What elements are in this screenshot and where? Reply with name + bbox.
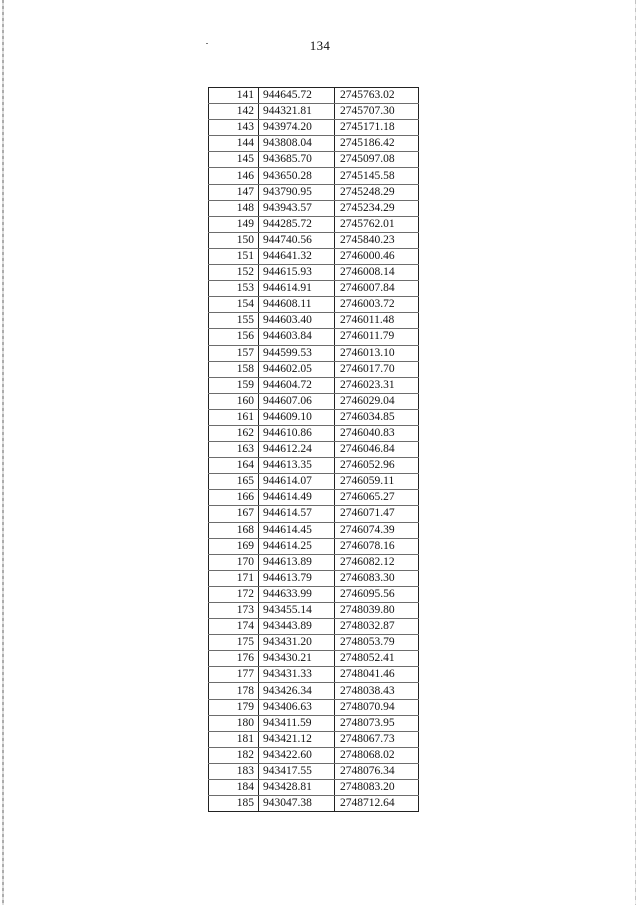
table-row bbox=[209, 168, 419, 184]
table-row bbox=[209, 554, 419, 570]
point-number-cell: 142 bbox=[209, 104, 259, 120]
table-row bbox=[209, 88, 419, 104]
table-row bbox=[209, 506, 419, 522]
y-coordinate-cell: 2748073.95 bbox=[335, 715, 419, 731]
point-number-cell: 175 bbox=[209, 635, 259, 651]
point-number-cell: 143 bbox=[209, 120, 259, 136]
x-coordinate-cell: 943685.70 bbox=[259, 152, 335, 168]
point-number-cell: 171 bbox=[209, 570, 259, 586]
x-coordinate-cell: 944321.81 bbox=[259, 104, 335, 120]
table-row bbox=[209, 120, 419, 136]
y-coordinate-cell: 2746082.12 bbox=[335, 554, 419, 570]
point-number-cell: 155 bbox=[209, 313, 259, 329]
x-coordinate-cell: 944614.57 bbox=[259, 506, 335, 522]
x-coordinate-cell: 944614.45 bbox=[259, 522, 335, 538]
x-coordinate-cell: 943650.28 bbox=[259, 168, 335, 184]
point-number-cell: 164 bbox=[209, 458, 259, 474]
y-coordinate-cell: 2746023.31 bbox=[335, 377, 419, 393]
y-coordinate-cell: 2745145.58 bbox=[335, 168, 419, 184]
page-number: 134 bbox=[309, 38, 331, 53]
y-coordinate-cell: 2745707.30 bbox=[335, 104, 419, 120]
y-coordinate-cell: 2746059.11 bbox=[335, 474, 419, 490]
y-coordinate-cell: 2746078.16 bbox=[335, 538, 419, 554]
point-number-cell: 183 bbox=[209, 763, 259, 779]
table-row bbox=[209, 586, 419, 602]
point-number-cell: 174 bbox=[209, 619, 259, 635]
y-coordinate-cell: 2745248.29 bbox=[335, 184, 419, 200]
point-number-cell: 162 bbox=[209, 425, 259, 441]
point-number-cell: 161 bbox=[209, 409, 259, 425]
table-row bbox=[209, 522, 419, 538]
y-coordinate-cell: 2746003.72 bbox=[335, 297, 419, 313]
table-row bbox=[209, 136, 419, 152]
y-coordinate-cell: 2746008.14 bbox=[335, 265, 419, 281]
point-number-cell: 177 bbox=[209, 667, 259, 683]
y-coordinate-cell: 2746052.96 bbox=[335, 458, 419, 474]
table-row bbox=[209, 490, 419, 506]
point-number-cell: 173 bbox=[209, 603, 259, 619]
point-number-cell: 163 bbox=[209, 442, 259, 458]
x-coordinate-cell: 944602.05 bbox=[259, 361, 335, 377]
table-row bbox=[209, 763, 419, 779]
x-coordinate-cell: 943428.81 bbox=[259, 780, 335, 796]
point-number-cell: 184 bbox=[209, 780, 259, 796]
y-coordinate-cell: 2746017.70 bbox=[335, 361, 419, 377]
x-coordinate-cell: 944610.86 bbox=[259, 425, 335, 441]
table-row bbox=[209, 570, 419, 586]
table-row bbox=[209, 409, 419, 425]
table-row bbox=[209, 200, 419, 216]
table-row bbox=[209, 216, 419, 232]
table-row bbox=[209, 265, 419, 281]
y-coordinate-cell: 2746046.84 bbox=[335, 442, 419, 458]
table-row bbox=[209, 699, 419, 715]
y-coordinate-cell: 2748038.43 bbox=[335, 683, 419, 699]
y-coordinate-cell: 2748067.73 bbox=[335, 731, 419, 747]
table-row bbox=[209, 731, 419, 747]
table-row bbox=[209, 297, 419, 313]
point-number-cell: 172 bbox=[209, 586, 259, 602]
table-row bbox=[209, 603, 419, 619]
point-number-cell: 179 bbox=[209, 699, 259, 715]
table-row bbox=[209, 232, 419, 248]
point-number-cell: 144 bbox=[209, 136, 259, 152]
x-coordinate-cell: 943455.14 bbox=[259, 603, 335, 619]
point-number-cell: 148 bbox=[209, 200, 259, 216]
point-number-cell: 181 bbox=[209, 731, 259, 747]
x-coordinate-cell: 943047.38 bbox=[259, 796, 335, 812]
point-number-cell: 153 bbox=[209, 281, 259, 297]
x-coordinate-cell: 943790.95 bbox=[259, 184, 335, 200]
table-row bbox=[209, 780, 419, 796]
point-number-cell: 145 bbox=[209, 152, 259, 168]
y-coordinate-cell: 2748068.02 bbox=[335, 747, 419, 763]
scan-edge-left bbox=[2, 0, 4, 905]
y-coordinate-cell: 2745762.01 bbox=[335, 216, 419, 232]
table-row bbox=[209, 281, 419, 297]
x-coordinate-cell: 943430.21 bbox=[259, 651, 335, 667]
y-coordinate-cell: 2745763.02 bbox=[335, 88, 419, 104]
point-number-cell: 169 bbox=[209, 538, 259, 554]
y-coordinate-cell: 2746034.85 bbox=[335, 409, 419, 425]
table-row bbox=[209, 747, 419, 763]
x-coordinate-cell: 943431.20 bbox=[259, 635, 335, 651]
point-number-cell: 159 bbox=[209, 377, 259, 393]
table-row bbox=[209, 184, 419, 200]
y-coordinate-cell: 2748039.80 bbox=[335, 603, 419, 619]
x-coordinate-cell: 944614.07 bbox=[259, 474, 335, 490]
point-number-cell: 152 bbox=[209, 265, 259, 281]
point-number-cell: 157 bbox=[209, 345, 259, 361]
x-coordinate-cell: 943417.55 bbox=[259, 763, 335, 779]
table-row bbox=[209, 313, 419, 329]
point-number-cell: 151 bbox=[209, 248, 259, 264]
table-row bbox=[209, 715, 419, 731]
x-coordinate-cell: 944613.89 bbox=[259, 554, 335, 570]
y-coordinate-cell: 2745186.42 bbox=[335, 136, 419, 152]
table-row bbox=[209, 667, 419, 683]
point-number-cell: 146 bbox=[209, 168, 259, 184]
table-row bbox=[209, 329, 419, 345]
y-coordinate-cell: 2746095.56 bbox=[335, 586, 419, 602]
y-coordinate-cell: 2746013.10 bbox=[335, 345, 419, 361]
y-coordinate-cell: 2746040.83 bbox=[335, 425, 419, 441]
point-number-cell: 156 bbox=[209, 329, 259, 345]
table-row bbox=[209, 393, 419, 409]
y-coordinate-cell: 2745097.08 bbox=[335, 152, 419, 168]
table-row bbox=[209, 538, 419, 554]
y-coordinate-cell: 2748032.87 bbox=[335, 619, 419, 635]
x-coordinate-cell: 944612.24 bbox=[259, 442, 335, 458]
coordinates-table-body bbox=[209, 88, 419, 812]
x-coordinate-cell: 944613.79 bbox=[259, 570, 335, 586]
x-coordinate-cell: 944599.53 bbox=[259, 345, 335, 361]
x-coordinate-cell: 944603.40 bbox=[259, 313, 335, 329]
x-coordinate-cell: 943808.04 bbox=[259, 136, 335, 152]
y-coordinate-cell: 2748041.46 bbox=[335, 667, 419, 683]
y-coordinate-cell: 2745840.23 bbox=[335, 232, 419, 248]
y-coordinate-cell: 2746007.84 bbox=[335, 281, 419, 297]
point-number-cell: 176 bbox=[209, 651, 259, 667]
scan-edge-right bbox=[635, 0, 636, 905]
point-number-cell: 160 bbox=[209, 393, 259, 409]
point-number-cell: 167 bbox=[209, 506, 259, 522]
x-coordinate-cell: 943431.33 bbox=[259, 667, 335, 683]
y-coordinate-cell: 2746065.27 bbox=[335, 490, 419, 506]
y-coordinate-cell: 2746011.48 bbox=[335, 313, 419, 329]
point-number-cell: 149 bbox=[209, 216, 259, 232]
table-row bbox=[209, 345, 419, 361]
table-row bbox=[209, 635, 419, 651]
table-row bbox=[209, 651, 419, 667]
x-coordinate-cell: 944614.91 bbox=[259, 281, 335, 297]
table-row bbox=[209, 425, 419, 441]
point-number-cell: 170 bbox=[209, 554, 259, 570]
x-coordinate-cell: 943411.59 bbox=[259, 715, 335, 731]
x-coordinate-cell: 944604.72 bbox=[259, 377, 335, 393]
table-row bbox=[209, 442, 419, 458]
x-coordinate-cell: 943426.34 bbox=[259, 683, 335, 699]
y-coordinate-cell: 2745171.18 bbox=[335, 120, 419, 136]
point-number-cell: 141 bbox=[209, 88, 259, 104]
y-coordinate-cell: 2748052.41 bbox=[335, 651, 419, 667]
table-row bbox=[209, 474, 419, 490]
x-coordinate-cell: 944603.84 bbox=[259, 329, 335, 345]
coordinates-table bbox=[208, 87, 419, 812]
y-coordinate-cell: 2746074.39 bbox=[335, 522, 419, 538]
point-number-cell: 150 bbox=[209, 232, 259, 248]
x-coordinate-cell: 943422.60 bbox=[259, 747, 335, 763]
table-row bbox=[209, 377, 419, 393]
y-coordinate-cell: 2746083.30 bbox=[335, 570, 419, 586]
x-coordinate-cell: 943406.63 bbox=[259, 699, 335, 715]
x-coordinate-cell: 944740.56 bbox=[259, 232, 335, 248]
point-number-cell: 158 bbox=[209, 361, 259, 377]
table-row bbox=[209, 458, 419, 474]
x-coordinate-cell: 944614.49 bbox=[259, 490, 335, 506]
table-row bbox=[209, 683, 419, 699]
point-number-cell: 178 bbox=[209, 683, 259, 699]
point-number-cell: 166 bbox=[209, 490, 259, 506]
point-number-cell: 168 bbox=[209, 522, 259, 538]
point-number-cell: 165 bbox=[209, 474, 259, 490]
x-coordinate-cell: 943943.57 bbox=[259, 200, 335, 216]
y-coordinate-cell: 2746011.79 bbox=[335, 329, 419, 345]
y-coordinate-cell: 2746000.46 bbox=[335, 248, 419, 264]
point-number-cell: 185 bbox=[209, 796, 259, 812]
x-coordinate-cell: 944609.10 bbox=[259, 409, 335, 425]
x-coordinate-cell: 944645.72 bbox=[259, 88, 335, 104]
y-coordinate-cell: 2746029.04 bbox=[335, 393, 419, 409]
table-row bbox=[209, 796, 419, 812]
y-coordinate-cell: 2748070.94 bbox=[335, 699, 419, 715]
point-number-cell: 182 bbox=[209, 747, 259, 763]
x-coordinate-cell: 944615.93 bbox=[259, 265, 335, 281]
table-row bbox=[209, 248, 419, 264]
table-row bbox=[209, 619, 419, 635]
x-coordinate-cell: 943443.89 bbox=[259, 619, 335, 635]
table-row bbox=[209, 361, 419, 377]
table-row bbox=[209, 104, 419, 120]
y-coordinate-cell: 2745234.29 bbox=[335, 200, 419, 216]
x-coordinate-cell: 944613.35 bbox=[259, 458, 335, 474]
x-coordinate-cell: 944285.72 bbox=[259, 216, 335, 232]
x-coordinate-cell: 944614.25 bbox=[259, 538, 335, 554]
point-number-cell: 154 bbox=[209, 297, 259, 313]
y-coordinate-cell: 2746071.47 bbox=[335, 506, 419, 522]
y-coordinate-cell: 2748053.79 bbox=[335, 635, 419, 651]
x-coordinate-cell: 943974.20 bbox=[259, 120, 335, 136]
point-number-cell: 180 bbox=[209, 715, 259, 731]
point-number-cell: 147 bbox=[209, 184, 259, 200]
x-coordinate-cell: 944607.06 bbox=[259, 393, 335, 409]
x-coordinate-cell: 943421.12 bbox=[259, 731, 335, 747]
y-coordinate-cell: 2748712.64 bbox=[335, 796, 419, 812]
x-coordinate-cell: 944633.99 bbox=[259, 586, 335, 602]
x-coordinate-cell: 944608.11 bbox=[259, 297, 335, 313]
x-coordinate-cell: 944641.32 bbox=[259, 248, 335, 264]
table-row bbox=[209, 152, 419, 168]
y-coordinate-cell: 2748083.20 bbox=[335, 780, 419, 796]
y-coordinate-cell: 2748076.34 bbox=[335, 763, 419, 779]
